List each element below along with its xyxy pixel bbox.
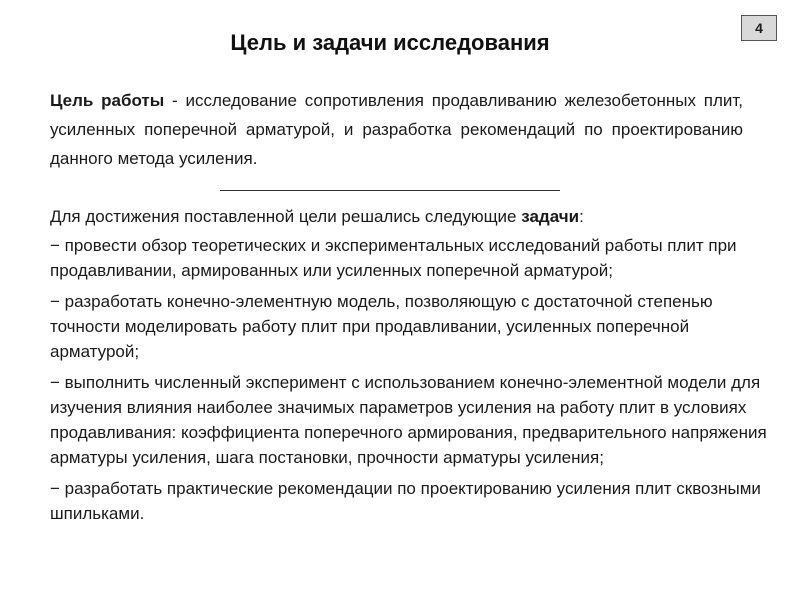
tasks-intro-prefix: Для достижения поставленной цели решались следующие xyxy=(50,207,522,226)
tasks-intro xyxy=(50,204,770,229)
tasks-intro-suffix: : xyxy=(579,207,584,226)
goal-label: Цель работы xyxy=(50,91,165,110)
slide-title: Цель и задачи исследования xyxy=(230,30,550,55)
task-item-3: − выполнить численный эксперимент с использованием конечно-элементной модели для изучения влияния наиболее значимых параметров усиления на работу плит в условиях продавливания: коэффициента поперечного армирования, предварительного напряжения арматуры усиления, шага постановки, прочности арматуры усиления; xyxy=(50,373,767,467)
goal-paragraph xyxy=(50,86,743,173)
page-number-badge: 4 xyxy=(741,15,777,41)
task-item-4: − разработать практические рекомендации по проектированию усиления плит сквозными шпильками. xyxy=(50,479,761,523)
task-item-1: − провести обзор теоретических и экспериментальных исследований работы плит при продавливании, армированных или усиленных поперечной арматурой; xyxy=(50,236,737,280)
task-item-2: − разработать конечно-элементную модель, позволяющую с достаточной степенью точности моделировать работу плит при продавливании, усиленных поперечной арматурой; xyxy=(50,292,713,361)
tasks-section xyxy=(50,204,770,532)
goal-text: - исследование сопротивления продавливанию железобетонных плит, усиленных поперечной арматурой, и разработка рекомендаций по проектированию данного метода усиления. xyxy=(50,91,743,168)
section-divider xyxy=(220,190,560,191)
tasks-keyword: задачи xyxy=(521,207,580,226)
